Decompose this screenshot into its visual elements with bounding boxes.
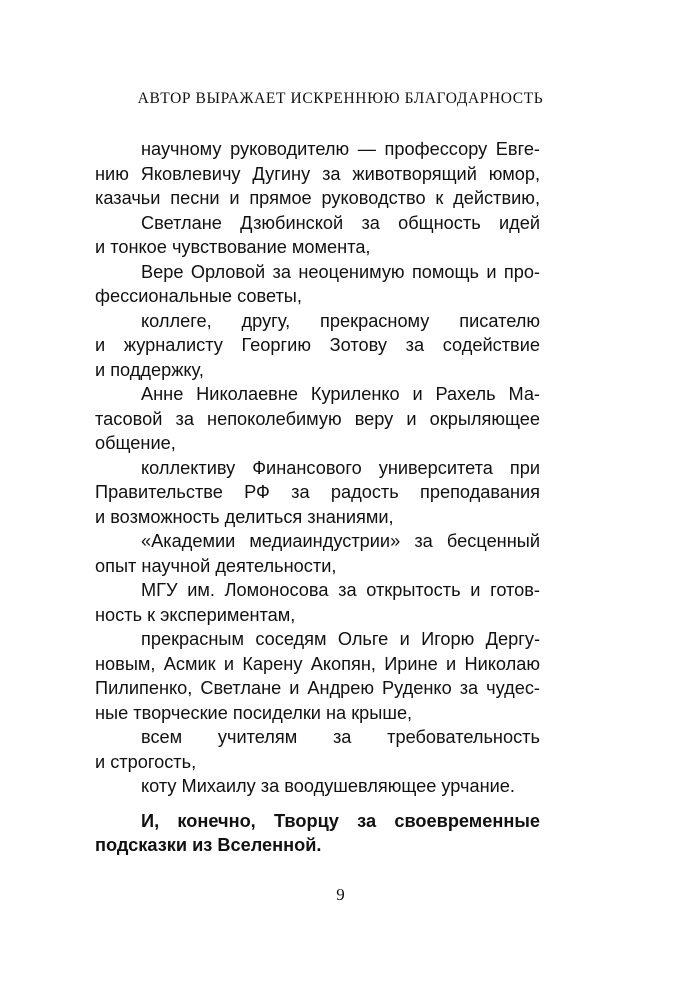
text-line: Правительстве РФ за радость преподавания bbox=[95, 482, 540, 502]
text-line: Пилипенко, Светлане и Андрею Руденко за чудес- bbox=[95, 678, 540, 698]
page-heading: АВТОР ВЫРАЖАЕТ ИСКРЕННЮЮ БЛАГОДАРНОСТЬ bbox=[137, 90, 544, 107]
text-line: прекрасным соседям Ольге и Игорю Дергу- bbox=[141, 629, 540, 649]
text-line: и строгость, bbox=[95, 751, 197, 772]
text-line: ные творческие посиделки на крыше, bbox=[95, 702, 413, 723]
text-line: «Академии медиаиндустрии» за бесценный bbox=[141, 531, 540, 551]
text-line: Светлане Дзюбинской за общность идей bbox=[141, 212, 540, 233]
text-line: нию Яковлевичу Дугину за животворящий юмор, bbox=[95, 163, 540, 184]
text-line: коллективу Финансового университета при bbox=[141, 457, 540, 478]
text-line: общение, bbox=[95, 433, 176, 453]
text-line: и журналисту Георгию Зотову за содействие bbox=[95, 335, 540, 355]
text-line: коту Михаилу за воодушевляющее урчание. bbox=[141, 776, 515, 796]
text-line: фессиональные советы, bbox=[95, 286, 302, 306]
text-line: МГУ им. Ломоносова за открытость и готов- bbox=[141, 580, 540, 600]
text-line: новым, Асмик и Карену Акопян, Ирине и Николаю bbox=[95, 653, 540, 674]
text-line: тасовой за непоколебимую веру и окрыляющее bbox=[95, 408, 540, 429]
text-line: и возможность делиться знаниями, bbox=[95, 506, 394, 527]
text-line: Вере Орловой за неоценимую помощь и про- bbox=[141, 261, 540, 282]
text-line: и тонкое чувствование момента, bbox=[95, 237, 371, 257]
closing-line: подсказки из Вселенной. bbox=[95, 835, 322, 855]
text-line: научному руководителю — профессору Евге- bbox=[141, 139, 540, 159]
text-line: ность к экспериментам, bbox=[95, 604, 296, 625]
page-number: 9 bbox=[336, 885, 345, 904]
text-line: коллеге, другу, прекрасному писателю bbox=[141, 310, 540, 331]
text-line: и поддержку, bbox=[95, 359, 204, 380]
closing-line: И, конечно, Творцу за своевременные bbox=[141, 810, 540, 831]
text-line: казачьи песни и прямое руководство к действию, bbox=[95, 188, 540, 208]
acknowledgements-text bbox=[95, 137, 540, 858]
text-line: Анне Николаевне Куриленко и Рахель Ма- bbox=[141, 384, 540, 404]
text-line: всем учителям за требовательность bbox=[141, 727, 540, 747]
text-line: опыт научной деятельности, bbox=[95, 555, 337, 576]
